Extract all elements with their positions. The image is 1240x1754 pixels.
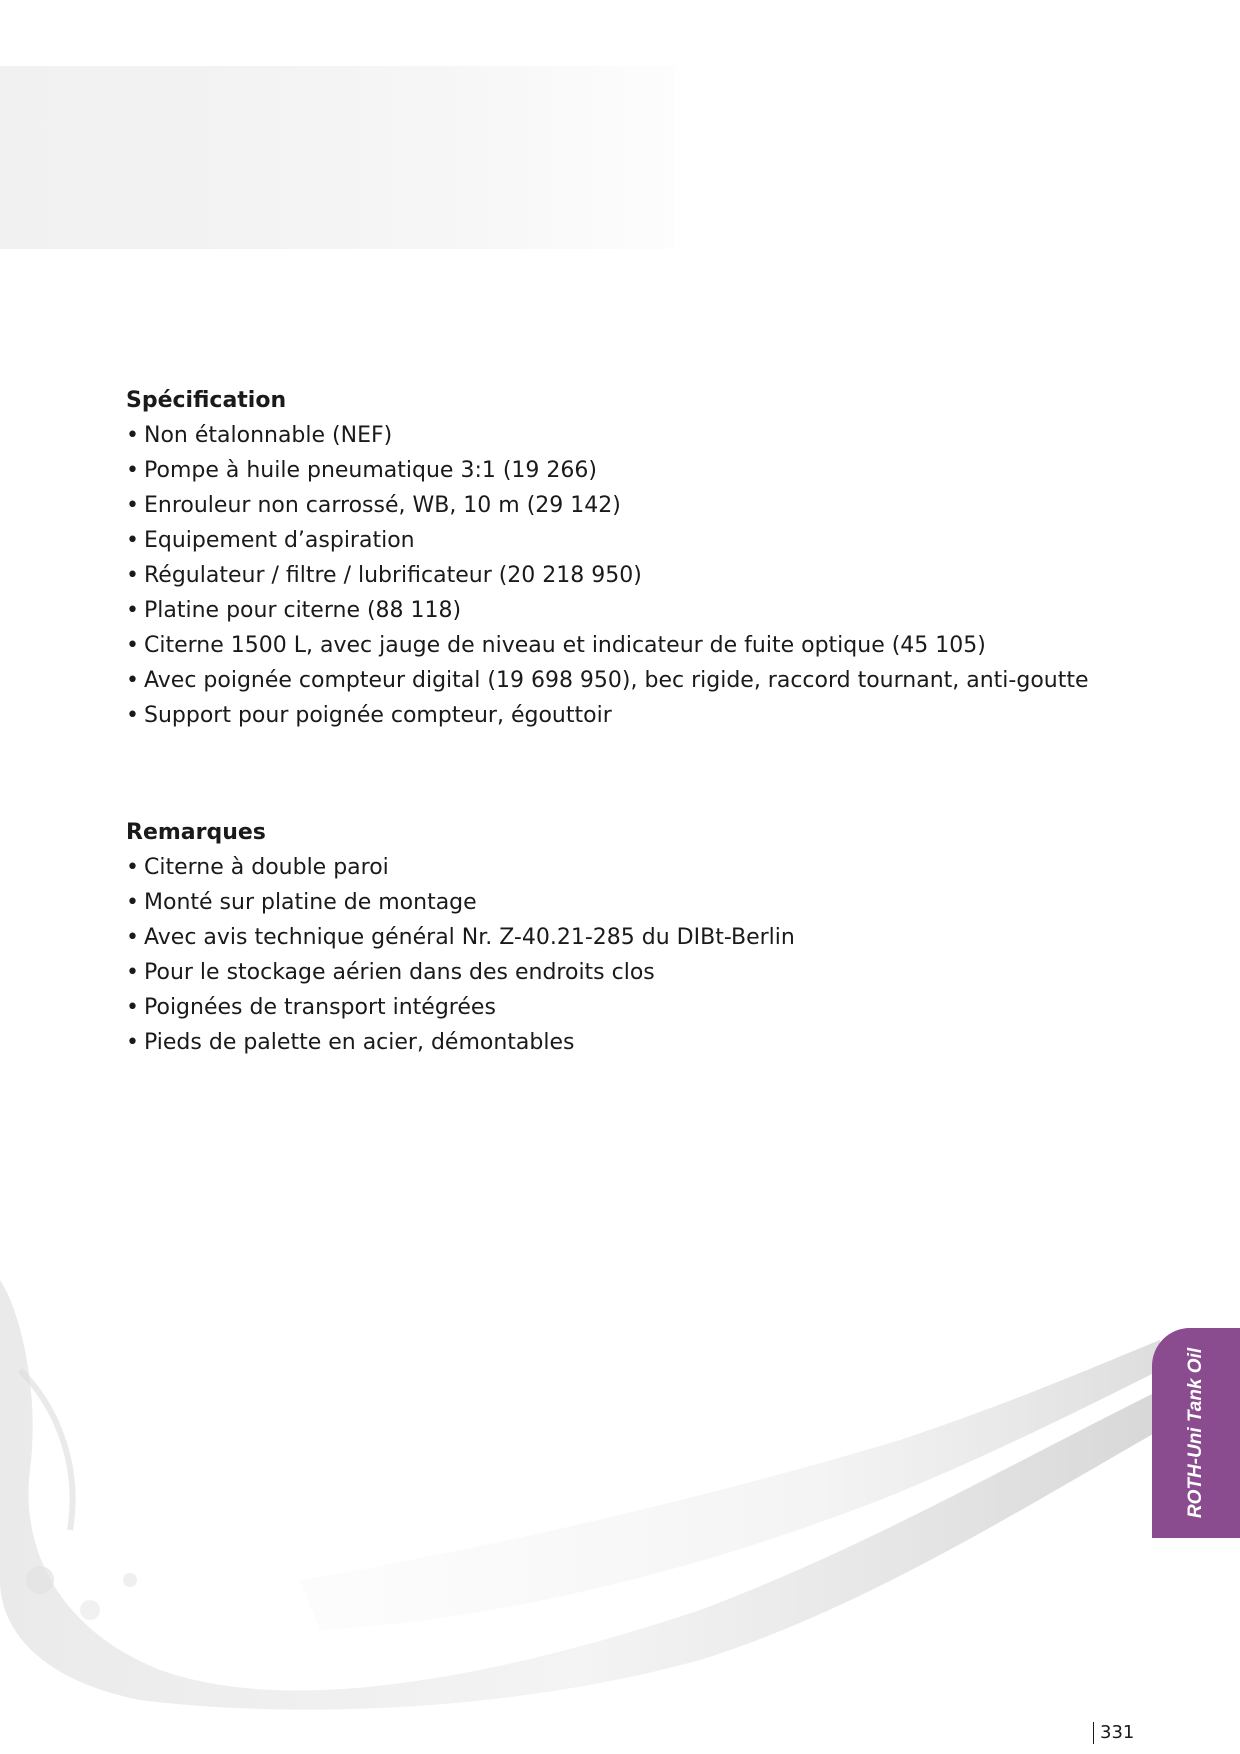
decorative-liquid-splash <box>0 1250 1240 1710</box>
list-item: • Support pour poignée compteur, égouttoir <box>126 698 1126 733</box>
list-item: • Avec avis technique général Nr. Z-40.21-285 du DIBt-Berlin <box>126 920 1126 955</box>
list-item: • Pompe à huile pneumatique 3:1 (19 266) <box>126 453 1126 488</box>
list-item: • Pour le stockage aérien dans des endroits clos <box>126 955 1126 990</box>
list-item: • Pieds de palette en acier, démontables <box>126 1025 1126 1060</box>
list-item: • Régulateur / filtre / lubrificateur (20 218 950) <box>126 558 1126 593</box>
remarks-list <box>126 850 1126 1060</box>
remarks-title: Remarques <box>126 820 266 845</box>
list-item: • Poignées de transport intégrées <box>126 990 1126 1025</box>
side-tab-label: ROTH-Uni Tank Oil <box>1185 1347 1206 1519</box>
list-item: • Monté sur platine de montage <box>126 885 1126 920</box>
specification-title: Spécification <box>126 388 287 413</box>
specification-list <box>126 418 1126 733</box>
specification-section <box>126 383 1126 733</box>
list-item: • Avec poignée compteur digital (19 698 950), bec rigide, raccord tournant, anti-goutte <box>126 663 1126 698</box>
list-item: • Equipement d’aspiration <box>126 523 1126 558</box>
section-side-tab <box>1152 1328 1240 1538</box>
header-background-band <box>0 66 675 249</box>
list-item: • Citerne 1500 L, avec jauge de niveau et indicateur de fuite optique (45 105) <box>126 628 1126 663</box>
page-number: 331 <box>1093 1722 1134 1744</box>
list-item: • Platine pour citerne (88 118) <box>126 593 1126 628</box>
list-item: • Non étalonnable (NEF) <box>126 418 1126 453</box>
list-item: • Citerne à double paroi <box>126 850 1126 885</box>
remarks-section <box>126 815 1126 1060</box>
list-item: • Enrouleur non carrossé, WB, 10 m (29 142) <box>126 488 1126 523</box>
